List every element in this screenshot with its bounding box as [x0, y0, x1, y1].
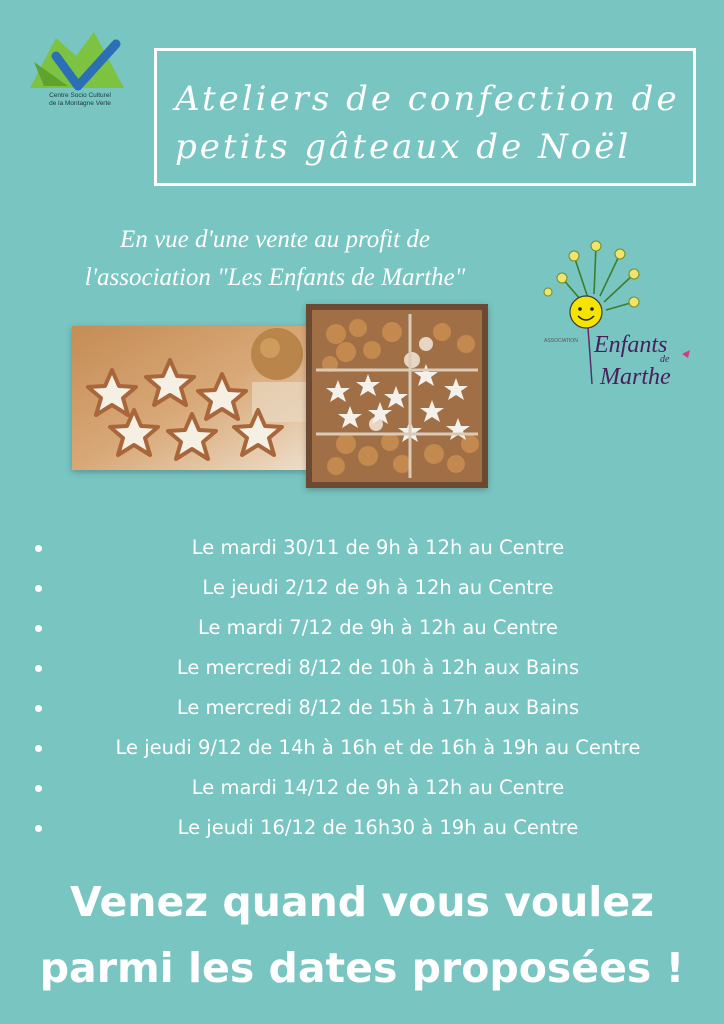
list-item — [0, 768, 724, 808]
svg-text:ASSOCIATION: ASSOCIATION — [544, 338, 578, 344]
title-line2: petits gâteaux de Noël — [175, 127, 632, 167]
cta-line2: parmi les dates proposées ! — [39, 944, 685, 992]
logo-em-text-line2: Marthe — [600, 364, 671, 390]
schedule-item-text: Le mardi 7/12 de 9h à 12h au Centre — [197, 616, 559, 639]
bullet-icon — [35, 545, 42, 552]
list-item — [0, 568, 724, 608]
title-box — [154, 48, 696, 186]
schedule-item-text: Le jeudi 16/12 de 16h30 à 19h au Centre — [177, 816, 579, 839]
list-item — [0, 648, 724, 688]
list-item — [0, 608, 724, 648]
schedule-item-text: Le mercredi 8/12 de 15h à 17h aux Bains — [176, 696, 580, 719]
bullet-icon — [35, 825, 42, 832]
title-line1: Ateliers de confection de — [175, 79, 680, 119]
list-item — [0, 808, 724, 848]
bullet-icon — [35, 745, 42, 752]
list-item — [0, 528, 724, 568]
list-item — [0, 688, 724, 728]
schedule-item-text: Le jeudi 2/12 de 9h à 12h au Centre — [202, 576, 554, 599]
mountain-checkmark-icon — [26, 30, 126, 92]
schedule-item-text: Le mercredi 8/12 de 10h à 12h aux Bains — [176, 656, 580, 679]
bullet-icon — [35, 785, 42, 792]
centre-socio-culturel-logo — [26, 30, 126, 118]
schedule-item-text: Le mardi 30/11 de 9h à 12h au Centre — [191, 536, 565, 559]
schedule-item-text: Le jeudi 9/12 de 14h à 16h et de 16h à 19h au Centre — [115, 736, 641, 759]
bullet-icon — [35, 625, 42, 632]
cta-line1: Venez quand vous voulez — [69, 878, 654, 926]
logo-caption-line2: de la Montagne Verte — [49, 100, 111, 107]
cinnamon-star-cookies-photo — [72, 326, 324, 470]
enfants-de-marthe-logo — [534, 234, 700, 404]
logo-caption-line1: Centre Socio Culturel — [49, 92, 111, 99]
list-item — [0, 728, 724, 768]
bullet-icon — [35, 585, 42, 592]
subtitle-line2: l'association "Les Enfants de Marthe" — [84, 264, 466, 291]
bullet-icon — [35, 705, 42, 712]
bullet-icon — [35, 665, 42, 672]
schedule-list — [0, 528, 724, 848]
cookie-box-photo — [306, 304, 488, 488]
logo-em-text-small: de — [660, 354, 670, 365]
logo-em-text-line1: Enfants — [594, 332, 668, 358]
logo-caption — [32, 92, 128, 108]
subtitle-line1: En vue d'une vente au profit de — [120, 226, 430, 253]
schedule-item-text: Le mardi 14/12 de 9h à 12h au Centre — [191, 776, 565, 799]
